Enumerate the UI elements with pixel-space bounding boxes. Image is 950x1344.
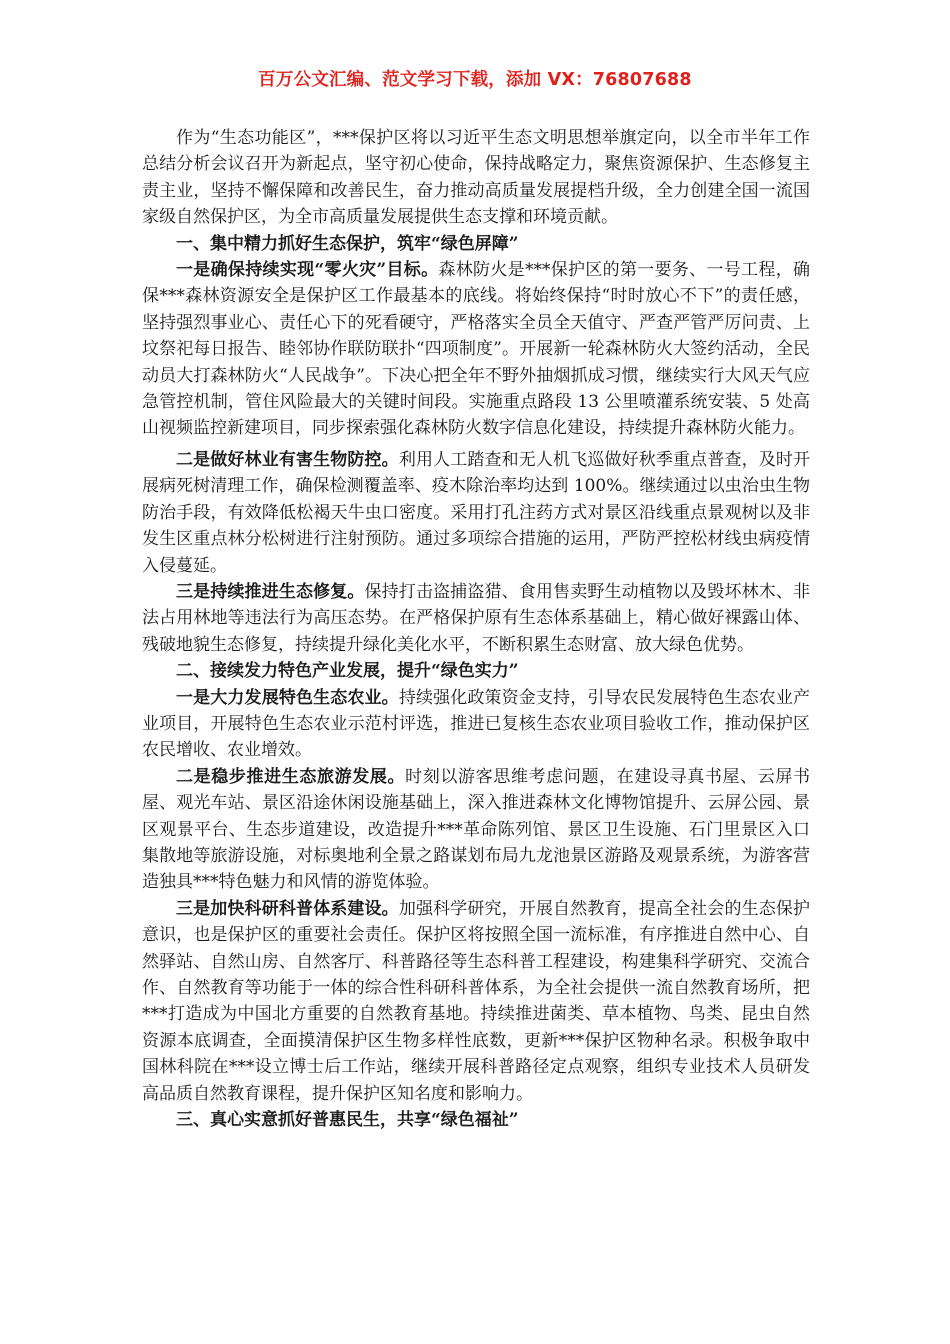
document-body	[142, 125, 810, 1133]
paragraph-body: 时刻以游客思维考虑问题，在建设寻真书屋、云屏书屋、观光车站、景区沿途休闲设施基础上，深入推进森林文化博物馆提升、云屏公园、景区观景平台、生态步道建设，改造提升***革命陈列馆、景区卫生设施、石门里景区入口集散地等旅游设施，对标奥地利全景之路谋划布局九龙池景区游路及观景系统，为游客营造独具***特色魅力和风情的游览体验。	[142, 766, 810, 893]
paragraph-fire-prevention	[142, 257, 810, 442]
paragraph-body: 加强科学研究，开展自然教育，提高全社会的生态保护意识，也是保护区的重要社会责任。保护区将按照全国一流标准，有序推进自然中心、自然驿站、自然山房、自然客厅、科普路径等生态科普工程建设，构建集科学研究、交流合作、自然教育等功能于一体的综合性科研科普体系，为全社会提供一流自然教育场所，把***打造成为中国北方重要的自然教育基地。持续推进菌类、草本植物、鸟类、昆虫自然资源本底调查，全面摸清保护区生物多样性底数，更新***保护区物种名录。积极争取中国林科院在***设立博士后工作站，继续开展科普路径定点观察，组织专业技术人员研发高品质自然教育课程，提升保护区知名度和影响力。	[142, 898, 811, 1104]
paragraph-lead: 二是稳步推进生态旅游发展。	[176, 766, 406, 787]
section-heading-1: 一、集中精力抓好生态保护，筑牢“绿色屏障”	[176, 233, 519, 254]
section-heading-2: 二、接续发力特色产业发展，提升“绿色实力”	[176, 661, 519, 682]
paragraph-ecological-restoration	[142, 579, 810, 658]
paragraph-eco-tourism	[142, 764, 810, 896]
paragraph-lead: 二是做好林业有害生物防控。	[176, 449, 399, 470]
paragraph-lead: 三是持续推进生态修复。	[176, 581, 365, 602]
paragraph-body: 森林防火是***保护区的第一要务、一号工程，确保***森林资源安全是保护区工作最基本的底线。将始终保持“时时放心不下”的责任感，坚持强烈事业心、责任心下的死看硬守，严格落实全员全天值守、严查严管严厉问责、上坟祭祀每日报告、睦邻协作联防联扑“四项制度”。开展新一轮森林防火大签约活动，全民动员大打森林防火“人民战争”。下决心把全年不野外抽烟抓成习惯，继续实行大风天气应急管控机制，管住风险最大的关键时间段。实施重点路段 13 公里喷灌系统安装、5 处高山视频监控新建项目，同步探索强化森林防火数字信息化建设，持续提升森林防火能力。	[142, 260, 810, 439]
paragraph-body: 持续强化政策资金支持，引导农民发展特色生态农业产业项目，开展特色生态农业示范村评选，推进已复核生态农业项目验收工作，推动保护区农民增收、农业增效。	[142, 687, 811, 761]
paragraph-body: 保持打击盗捕盗猎、食用售卖野生动植物以及毁坏林木、非法占用林地等违法行为高压态势。在严格保护原有生态体系基础上，精心做好裸露山体、残破地貌生态修复，持续提升绿化美化水平，不断积累生态财富、放大绿色优势。	[142, 581, 811, 655]
paragraph-body: 利用人工踏查和无人机飞巡做好秋季重点普查，及时开展病死树清理工作，确保检测覆盖率、疫木除治率均达到 100%。继续通过以虫治虫生物防治手段，有效降低松褐天牛虫口密度。采用打孔注药方式对景区沿线重点景观树以及非发生区重点林分松树进行注射预防。通过多项综合措施的运用，严防严控松材线虫病疫情入侵蔓延。	[142, 449, 811, 576]
paragraph-pest-control	[142, 447, 810, 579]
paragraph-lead: 三是加快科研科普体系建设。	[176, 898, 399, 919]
paragraph-eco-agriculture	[142, 685, 810, 764]
page-header-banner: 百万公文汇编、范文学习下载，添加 VX：76807688	[258, 70, 692, 90]
paragraph-research-education	[142, 896, 810, 1107]
paragraph-lead: 一是大力发展特色生态农业。	[176, 687, 399, 708]
paragraph-lead: 一是确保持续实现“零火灾”目标。	[176, 260, 439, 281]
intro-paragraph: 作为“生态功能区”，***保护区将以习近平生态文明思想举旗定向，以全市半年工作总结分析会议召开为新起点，坚守初心使命，保持战略定力，聚焦资源保护、生态修复主责主业，坚持不懈保障和改善民生，奋力推动高质量发展提档升级，全力创建全国一流国家级自然保护区，为全市高质量发展提供生态支撑和环境贡献。	[142, 128, 810, 228]
section-heading-3: 三、真心实意抓好普惠民生，共享“绿色福祉”	[176, 1110, 519, 1131]
